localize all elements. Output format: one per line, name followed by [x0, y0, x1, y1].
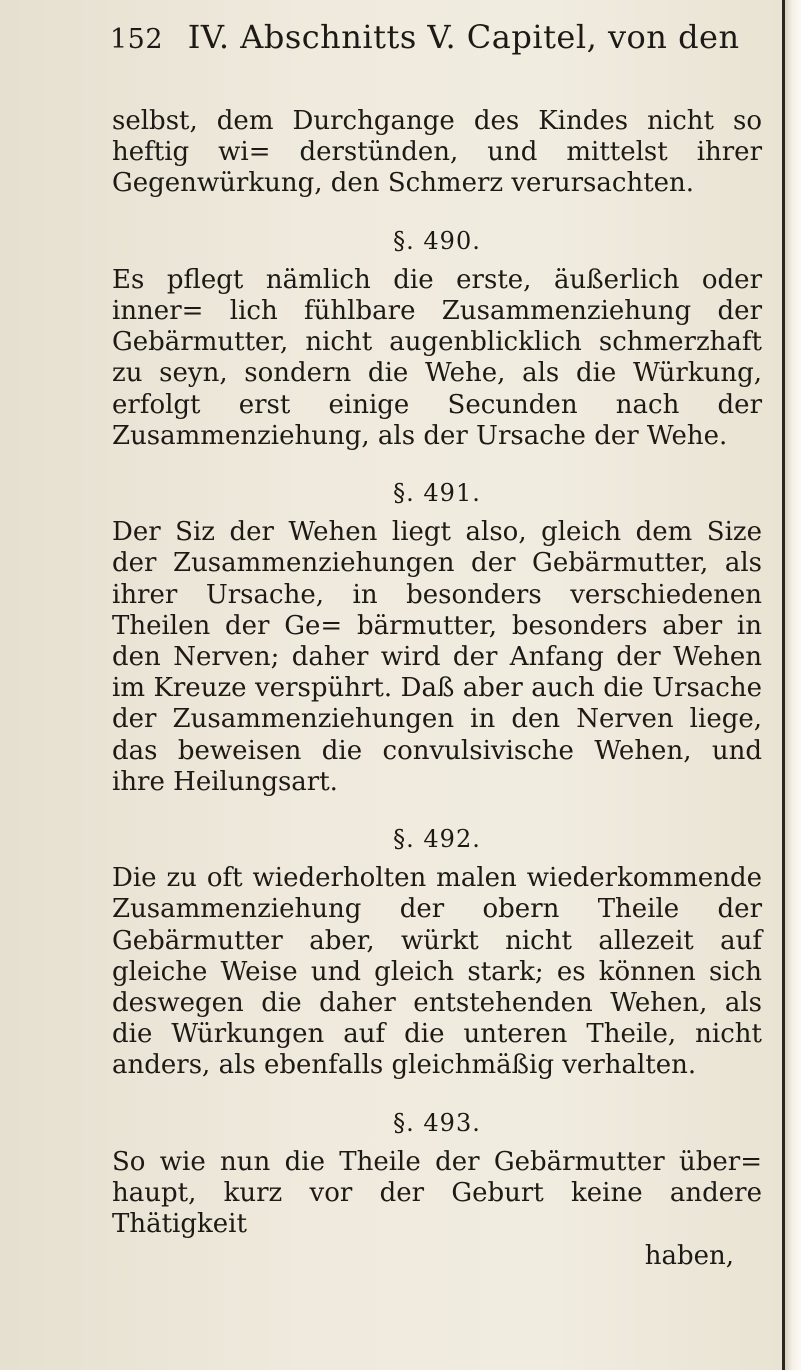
- paragraph-491: Der Siz der Wehen liegt also, gleich dem Size der Zusammenziehungen der Gebärmutter, als ihrer Ursache, in besonders verschiedenen Theilen der Ge= bärmutter, besonders aber in den Nerven; daher wird der Anfang der Wehen im Kreuze verspührt. Daß aber auch die Ursache der Zusammenziehungen in den Nerven liege, das beweisen die convulsivische Wehen, und ihre Heilungsart.: [112, 517, 762, 797]
- page-number: 152: [110, 24, 164, 55]
- body-text: [112, 106, 762, 1272]
- paragraph-493: So wie nun die Theile der Gebärmutter über= haupt, kurz vor der Geburt keine andere Thätigkeit: [112, 1146, 762, 1240]
- section-heading-492: §. 492.: [393, 825, 481, 854]
- section-heading-490: §. 490.: [393, 226, 481, 255]
- paragraph-490: Es pflegt nämlich die erste, äußerlich oder inner= lich fühlbare Zusammenziehung der Gebärmutter, nicht augenblicklich schmerzhaft zu seyn, sondern die Wehe, als die Würkung, erfolgt erst einige Secunden nach der Zusammenziehung, als der Ursache der Wehe.: [112, 264, 762, 451]
- section-heading-491: §. 491.: [393, 479, 481, 508]
- paragraph-continued: selbst, dem Durchgange des Kindes nicht so heftig wi= derstünden, und mittelst ihrer Gegenwürkung, den Schmerz verursachten.: [112, 106, 762, 199]
- paragraph-492: Die zu oft wiederholten malen wiederkommende Zusammenziehung der obern Theile der Gebärmutter aber, würkt nicht allezeit auf gleiche Weise und gleich stark; es können sich deswegen die daher entstehenden Wehen, als die Würkungen auf die unteren Theile, nicht anders, als ebenfalls gleichmäßig verhalten.: [112, 863, 762, 1081]
- section-heading-493: §. 493.: [393, 1108, 481, 1137]
- running-header: [110, 18, 750, 56]
- running-title: IV. Abschnitts V. Capitel, von den: [187, 18, 740, 56]
- page-edge: [782, 0, 801, 1370]
- catchword: haben,: [644, 1240, 734, 1271]
